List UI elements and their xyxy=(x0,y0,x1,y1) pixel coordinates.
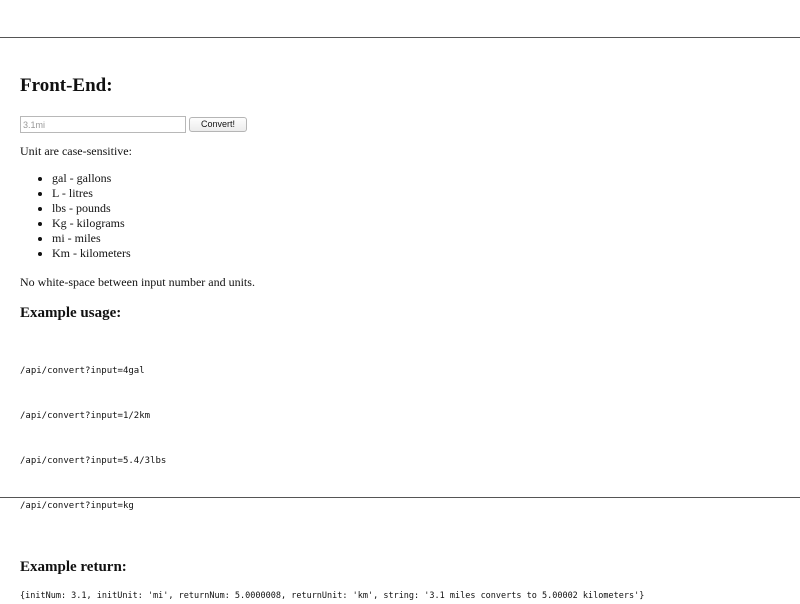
list-item: • L - litres xyxy=(52,186,790,201)
code-line: /api/convert?input=5.4/3lbs xyxy=(20,456,167,466)
convert-input[interactable] xyxy=(20,116,186,133)
list-item: • Kg - kilograms xyxy=(52,216,790,231)
example-usage-code xyxy=(20,334,790,544)
example-usage-heading: Example usage: xyxy=(20,305,122,321)
bottom-divider xyxy=(0,497,800,498)
list-item: • mi - miles xyxy=(52,231,790,246)
list-item: • Km - kilometers xyxy=(52,246,790,261)
code-line: /api/convert?input=1/2km xyxy=(20,411,151,421)
code-line: /api/convert?input=kg xyxy=(20,501,134,511)
case-sensitivity-note: Unit are case-sensitive: xyxy=(20,144,132,158)
page-title: Front-End: xyxy=(20,75,113,96)
convert-button[interactable]: Convert! xyxy=(189,117,247,132)
main-content xyxy=(20,74,790,604)
convert-form xyxy=(20,116,790,133)
example-return-code: {initNum: 3.1, initUnit: 'mi', returnNum: 5.0000008, returnUnit: 'km', string: '3.1 miles converts to 5.00002 kilometers'} xyxy=(20,591,645,601)
units-list xyxy=(20,171,790,261)
code-line: /api/convert?input=4gal xyxy=(20,366,145,376)
example-return-heading: Example return: xyxy=(20,559,127,575)
list-item: • gal - gallons xyxy=(52,171,790,186)
top-divider xyxy=(0,37,800,38)
whitespace-note: No white-space between input number and units. xyxy=(20,275,255,289)
list-item: • lbs - pounds xyxy=(52,201,790,216)
